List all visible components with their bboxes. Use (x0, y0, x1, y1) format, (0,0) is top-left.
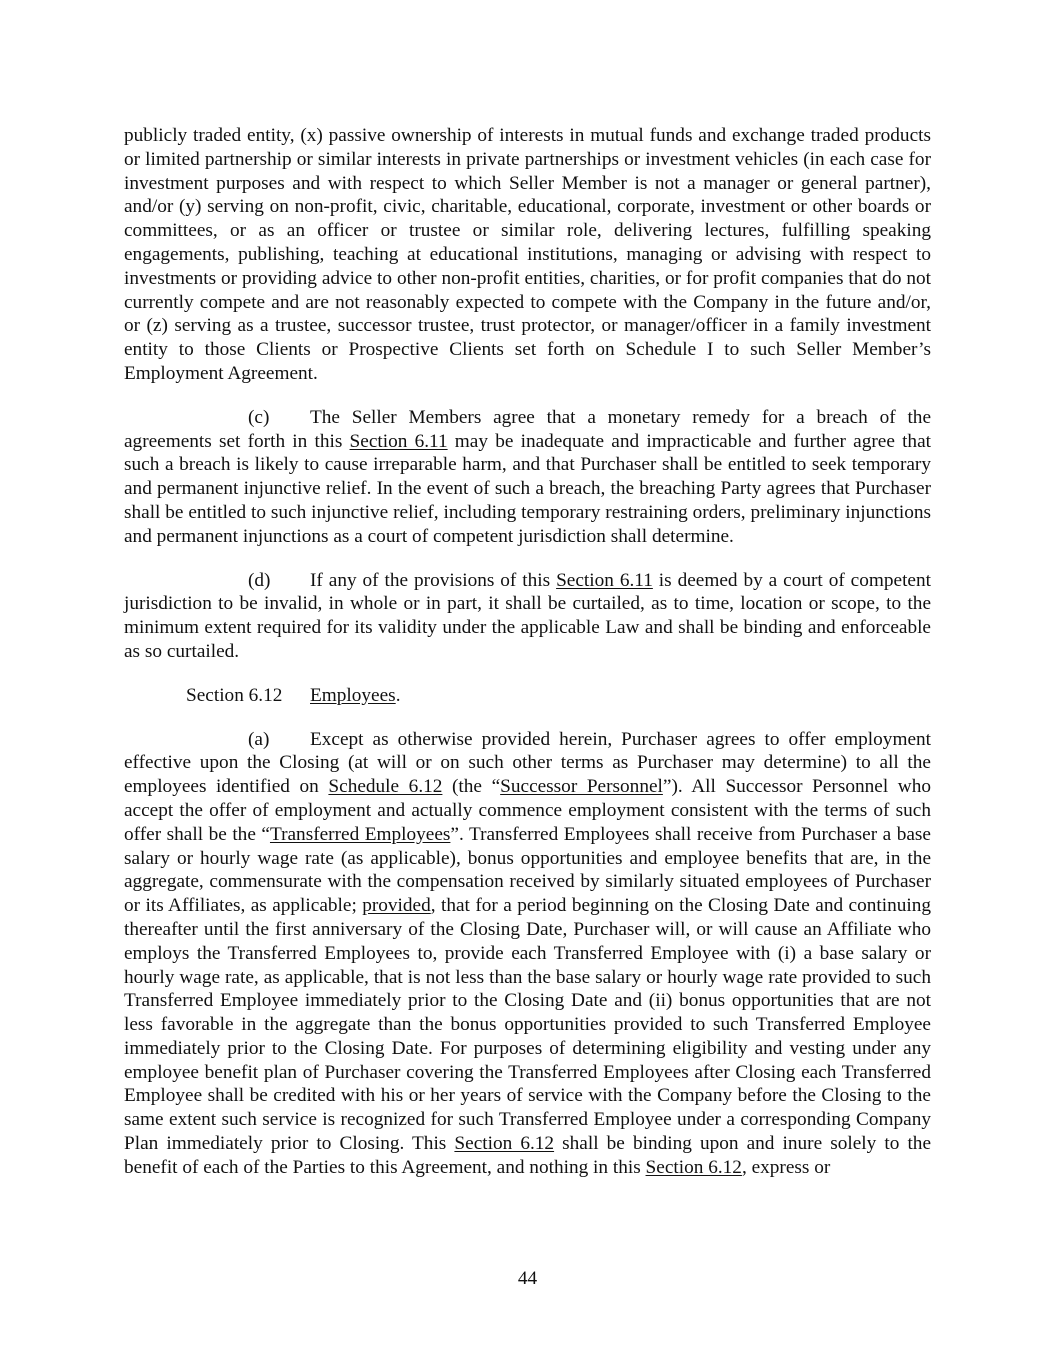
section-heading (186, 684, 931, 708)
section-number: Section 6.12 (186, 684, 283, 706)
section-reference: Section 6.12 (454, 1133, 555, 1155)
section-reference: Section 6.11 (556, 569, 653, 591)
paragraph-label: (c) (248, 406, 270, 428)
continuation-text: publicly traded entity, (x) passive ownership of interests in mutual funds and exchange traded products or limited partnership or similar interests in private partnerships or investment vehicles (in each case for investment purposes and with respect to which Seller Member is not a manager or general partner), and/or (y) serving on non-profit, civic, charitable, educational, corporate, investment or other boards or committees, or as an officer or trustee or similar role, delivering lectures, fulfilling speaking engagements, publishing, teaching at educational institutions, managing or advising with respect to investments or providing advice to other non-profit entities, charities, or for profit companies that do not currently compete and are not reasonably expected to compete with the Company in the future and/or, or (z) serving as a trustee, successor trustee, trust protector, or manager/officer in a family investment entity to those Clients or Prospective Clients set forth on Schedule I to such Seller Member’s Employment Agreement. (124, 125, 931, 384)
continuation-paragraph (124, 124, 931, 386)
paragraph-text: Except as otherwise provided herein, Purchaser agrees to offer employment effective upon the Closing (at will or on such other terms as Purchaser may determine) to all the employees identified on (124, 728, 931, 798)
paragraph-a (124, 728, 931, 1180)
section-title: Employees (310, 684, 396, 706)
paragraph-text: , express or (741, 1156, 831, 1178)
defined-term: provided (362, 895, 431, 917)
paragraph-c (124, 406, 931, 549)
defined-term: Successor Personnel (500, 776, 663, 798)
page-number: 44 (517, 1268, 538, 1289)
section-reference: Section 6.12 (645, 1156, 742, 1178)
defined-term: Transferred Employees (269, 823, 451, 845)
paragraph-text: If any of the provisions of this (310, 569, 557, 591)
paragraph-text: ”. Transferred Employees shall receive from Purchaser a base salary or hourly wage rate (as applicable), bonus opportunities and employee benefits that are, in the aggregate, commensurate with the compensation received by similarly situated employees of Purchaser or its Affiliates, as applicable; (124, 823, 931, 917)
section-title-period: . (395, 684, 401, 706)
paragraph-text: (the “ (442, 776, 501, 798)
section-reference: Section 6.11 (349, 430, 448, 452)
paragraph-text: may be inadequate and impracticable and further agree that such a breach is likely to cause irreparable harm, and that Purchaser shall be entitled to seek temporary and permanent injunctive relief. In the event of such a breach, the breaching Party agrees that Purchaser shall be entitled to such injunctive relief, including temporary restraining orders, preliminary injunctions and permanent injunctions as a court of competent jurisdiction shall determine. (124, 430, 931, 547)
paragraph-text: ”). All Successor Personnel who accept the offer of employment and actually commence employment consistent with the terms of such offer shall be the “ (124, 776, 931, 845)
paragraph-text: , that for a period beginning on the Closing Date and continuing thereafter until the first anniversary of the Closing Date, Purchaser will, or will cause an Affiliate who employs the Transferred Employees to, provide each Transferred Employee with (i) a base salary or hourly wage rate, as applicable, that is not less than the base salary or hourly wage rate provided to such Transferred Employee immediately prior to the Closing Date and (ii) bonus opportunities that are not less favorable in the aggregate than the bonus opportunities provided to such Transferred Employee immediately prior to the Closing Date. For purposes of determining eligibility and vesting under any employee benefit plan of Purchaser covering the Transferred Employees after Closing each Transferred Employee shall be credited with his or her years of service with the Company before the Closing to the same extent such service is recognized for such Transferred Employee under a corresponding Company Plan immediately prior to Closing. This (124, 895, 932, 1155)
paragraph-label: (a) (248, 728, 270, 750)
paragraph-d (124, 569, 931, 664)
document-page (124, 124, 931, 1200)
paragraph-text: The Seller Members agree that a monetary remedy for a breach of the agreements set forth in this (124, 406, 931, 452)
paragraph-text: shall be binding upon and inure solely to the benefit of each of the Parties to this Agreement, and nothing in this (124, 1133, 932, 1178)
paragraph-text: is deemed by a court of competent jurisdiction to be invalid, in whole or in part, it shall be curtailed, as to time, location or scope, to the minimum extent required for its validity under the applicable Law and shall be binding and enforceable as so curtailed. (124, 569, 931, 662)
paragraph-label: (d) (248, 569, 271, 591)
schedule-reference: Schedule 6.12 (328, 776, 443, 798)
